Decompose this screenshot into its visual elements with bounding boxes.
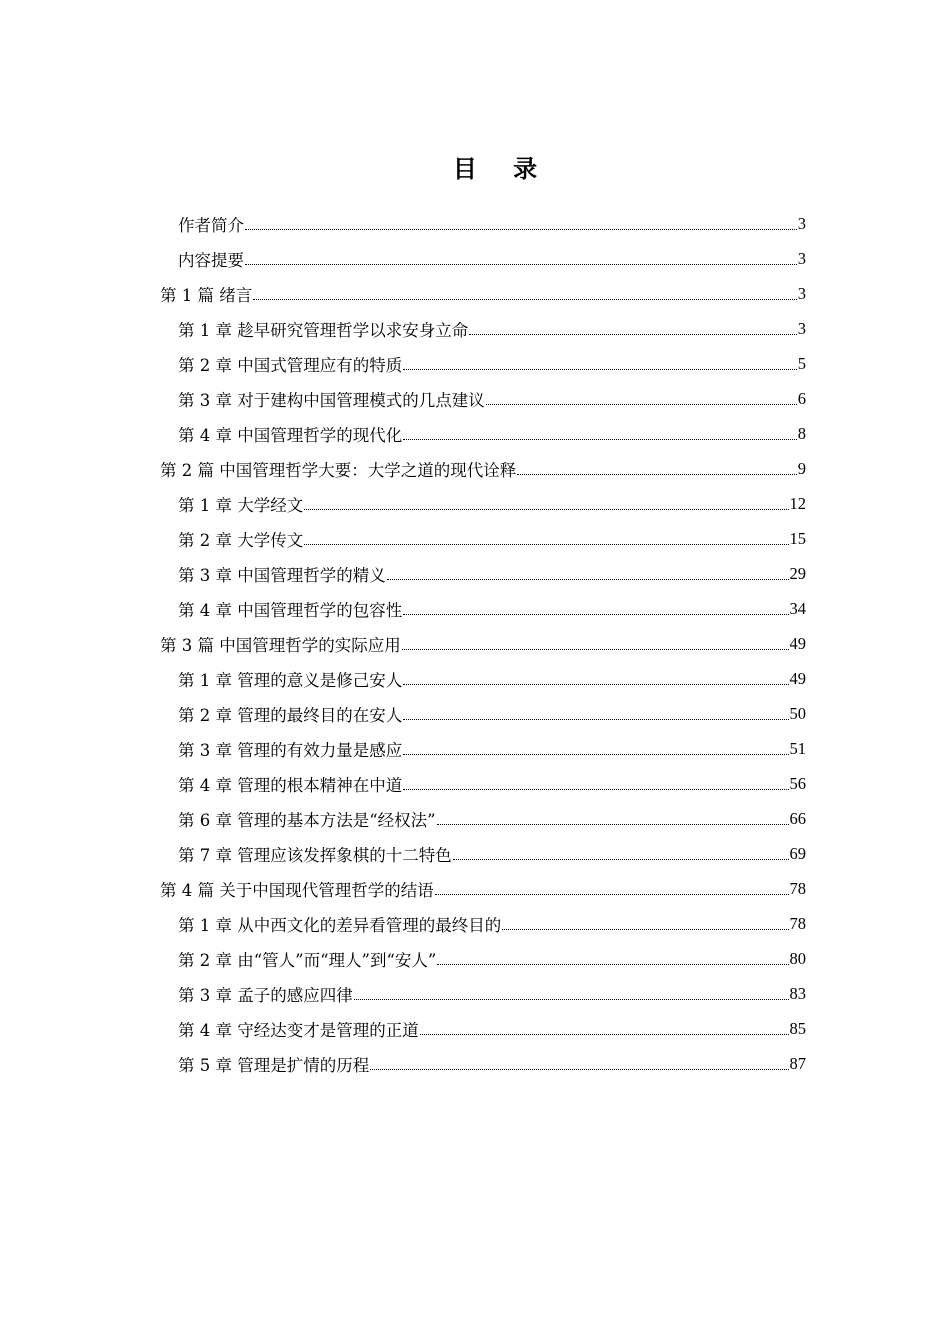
toc-entry-page-number: 56 — [789, 773, 806, 793]
toc-entry-label: 第 4 章 管理的根本精神在中道 — [178, 775, 403, 795]
toc-entry-label: 第 3 章 孟子的感应四律 — [178, 985, 353, 1005]
toc-entry-page-number: 49 — [789, 633, 806, 653]
toc-entry-label: 第 5 章 管理是扩情的历程 — [178, 1055, 370, 1075]
toc-entry[interactable] — [160, 486, 806, 521]
toc-dot-leader — [245, 228, 797, 230]
toc-entry-page-number: 51 — [789, 738, 806, 758]
toc-entry[interactable] — [160, 906, 806, 941]
toc-entry-page-number: 87 — [789, 1053, 806, 1073]
toc-entry[interactable] — [160, 836, 806, 871]
toc-entry[interactable] — [160, 941, 806, 976]
toc-entry-page-number: 8 — [797, 423, 806, 443]
toc-entry-label: 第 3 章 对于建构中国管理模式的几点建议 — [178, 390, 485, 410]
toc-entry-page-number: 3 — [797, 213, 806, 233]
toc-dot-leader — [403, 718, 788, 720]
toc-dot-leader — [403, 788, 788, 790]
toc-entry-label: 第 4 章 守经达变才是管理的正道 — [178, 1020, 419, 1040]
toc-entry-page-number: 78 — [789, 913, 806, 933]
toc-entry[interactable] — [160, 521, 806, 556]
toc-dot-leader — [253, 298, 797, 300]
toc-entry[interactable] — [160, 1011, 806, 1046]
toc-title: 目 录 — [452, 155, 552, 183]
toc-entry-label: 第 4 章 中国管理哲学的现代化 — [178, 425, 403, 445]
toc-dot-leader — [370, 1068, 788, 1070]
toc-entry-page-number: 69 — [789, 843, 806, 863]
toc-entry-label: 第 2 章 由“管人”而“理人”到“安人” — [178, 950, 437, 970]
toc-dot-leader — [304, 543, 788, 545]
toc-entry[interactable] — [160, 276, 806, 311]
toc-entry[interactable] — [160, 241, 806, 276]
toc-dot-leader — [517, 473, 797, 475]
toc-entry[interactable] — [160, 766, 806, 801]
toc-entry-label: 第 3 章 中国管理哲学的精义 — [178, 565, 386, 585]
toc-entry[interactable] — [160, 871, 806, 906]
toc-entry-label: 第 2 章 管理的最终目的在安人 — [178, 705, 403, 725]
toc-entry-page-number: 12 — [789, 493, 806, 513]
toc-dot-leader — [403, 368, 797, 370]
toc-dot-leader — [469, 333, 797, 335]
toc-entry-page-number: 50 — [789, 703, 806, 723]
toc-entry-page-number: 3 — [797, 318, 806, 338]
toc-dot-leader — [403, 683, 788, 685]
toc-dot-leader — [420, 1033, 789, 1035]
toc-dot-leader — [402, 648, 789, 650]
toc-dot-leader — [437, 823, 789, 825]
toc-entry-page-number: 83 — [789, 983, 806, 1003]
toc-entry-page-number: 5 — [797, 353, 806, 373]
toc-entry[interactable] — [160, 311, 806, 346]
toc-dot-leader — [403, 753, 788, 755]
toc-entry-page-number: 9 — [797, 458, 806, 478]
toc-dot-leader — [304, 508, 788, 510]
toc-entry-page-number: 66 — [789, 808, 806, 828]
toc-dot-leader — [453, 858, 789, 860]
toc-entry-label: 第 4 篇 关于中国现代管理哲学的结语 — [160, 880, 434, 900]
toc-entry-label: 第 6 章 管理的基本方法是“经权法” — [178, 810, 436, 830]
toc-entry[interactable] — [160, 346, 806, 381]
toc-entry-page-number: 6 — [797, 388, 806, 408]
toc-dot-leader — [502, 928, 788, 930]
toc-entry-page-number: 3 — [797, 283, 806, 303]
toc-entry-label: 第 1 章 趁早研究管理哲学以求安身立命 — [178, 320, 469, 340]
toc-entry-label: 第 1 章 管理的意义是修己安人 — [178, 670, 403, 690]
toc-entry[interactable] — [160, 661, 806, 696]
toc-entry-page-number: 15 — [789, 528, 806, 548]
toc-entry[interactable] — [160, 381, 806, 416]
toc-entry-label: 内容提要 — [178, 250, 244, 270]
toc-dot-leader — [486, 403, 797, 405]
toc-entry-page-number: 80 — [789, 948, 806, 968]
toc-entry-label: 第 4 章 中国管理哲学的包容性 — [178, 600, 403, 620]
toc-entry-label: 作者简介 — [178, 215, 244, 235]
toc-entry-label: 第 2 篇 中国管理哲学大要：大学之道的现代诠释 — [160, 460, 517, 480]
toc-entry-page-number: 78 — [789, 878, 806, 898]
toc-dot-leader — [245, 263, 797, 265]
toc-dot-leader — [403, 438, 797, 440]
toc-entry-label: 第 1 章 大学经文 — [178, 495, 304, 515]
toc-dot-leader — [437, 963, 788, 965]
toc-entry-label: 第 3 章 管理的有效力量是感应 — [178, 740, 403, 760]
toc-entry[interactable] — [160, 591, 806, 626]
toc-entry[interactable] — [160, 801, 806, 836]
toc-entry-page-number: 85 — [789, 1018, 806, 1038]
table-of-contents — [160, 206, 806, 1081]
toc-dot-leader — [387, 578, 789, 580]
toc-dot-leader — [354, 998, 789, 1000]
toc-entry[interactable] — [160, 556, 806, 591]
toc-entry[interactable] — [160, 1046, 806, 1081]
toc-dot-leader — [403, 613, 788, 615]
toc-entry-label: 第 1 章 从中西文化的差异看管理的最终目的 — [178, 915, 502, 935]
toc-dot-leader — [435, 893, 789, 895]
toc-entry[interactable] — [160, 696, 806, 731]
toc-entry-label: 第 1 篇 绪言 — [160, 285, 253, 305]
toc-entry-page-number: 29 — [789, 563, 806, 583]
toc-entry-page-number: 49 — [789, 668, 806, 688]
toc-entry[interactable] — [160, 451, 806, 486]
toc-entry-label: 第 2 章 中国式管理应有的特质 — [178, 355, 403, 375]
toc-entry-page-number: 34 — [789, 598, 806, 618]
toc-entry-page-number: 3 — [797, 248, 806, 268]
toc-entry-label: 第 2 章 大学传文 — [178, 530, 304, 550]
toc-entry-label: 第 7 章 管理应该发挥象棋的十二特色 — [178, 845, 452, 865]
toc-entry[interactable] — [160, 976, 806, 1011]
toc-entry[interactable] — [160, 416, 806, 451]
toc-entry[interactable] — [160, 626, 806, 661]
toc-entry[interactable] — [160, 206, 806, 241]
toc-entry-label: 第 3 篇 中国管理哲学的实际应用 — [160, 635, 401, 655]
toc-entry[interactable] — [160, 731, 806, 766]
